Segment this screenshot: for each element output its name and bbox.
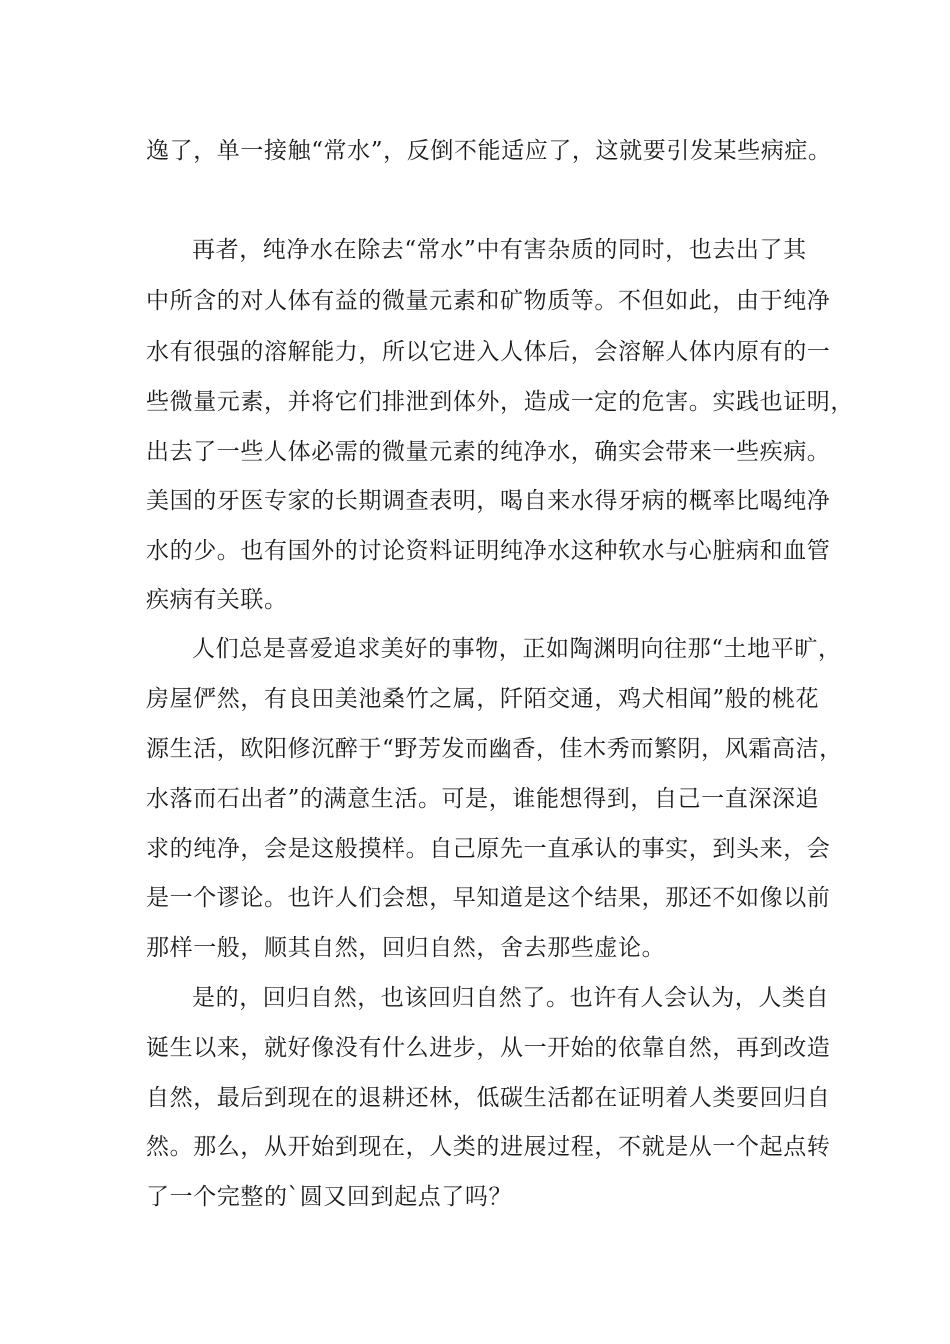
text-line: 水有很强的溶解能力，所以它进入人体后，会溶解人体内原有的一	[146, 339, 831, 365]
text-line: 疾病有关联。	[146, 587, 288, 613]
text-line: 出去了一些人体必需的微量元素的纯净水，确实会带来一些疾病。	[146, 439, 831, 465]
text-line: 美国的牙医专家的长期调查表明，喝自来水得牙病的概率比喝纯净	[146, 488, 831, 514]
text-line: 房屋俨然，有良田美池桑竹之属，阡陌交通，鸡犬相闻”般的桃花	[146, 686, 820, 712]
text-line: 中所含的对人体有益的微量元素和矿物质等。不但如此，由于纯净	[146, 288, 831, 314]
text-line: 是的，回归自然，也该回归自然了。也许有人会认为，人类自	[192, 985, 830, 1011]
text-line: 那样一般，顺其自然，回归自然，舍去那些虚论。	[146, 935, 666, 961]
text-line: 是一个谬论。也许人们会想，早知道是这个结果，那还不如像以前	[146, 885, 831, 911]
text-line: 再者，纯净水在除去“常水”中有害杂质的同时，也去出了其	[192, 237, 807, 263]
text-line: 人们总是喜爱追求美好的事物，正如陶渊明向往那“土地平旷，	[192, 636, 842, 662]
text-line: 自然，最后到现在的退耕还林，低碳生活都在证明着人类要回归自	[146, 1085, 831, 1111]
text-line: 水的少。也有国外的讨论资料证明纯净水这种软水与心脏病和血管	[146, 538, 831, 564]
text-line: 然。那么，从开始到现在，人类的进展过程，不就是从一个起点转	[146, 1134, 831, 1160]
text-line: 求的纯净，会是这般摸样。自己原先一直承认的事实，到头来，会	[146, 836, 831, 862]
text-line: 些微量元素，并将它们排泄到体外，造成一定的危害。实践也证明，	[146, 389, 854, 415]
text-line: 逸了，单一接触“常水”，反倒不能适应了，这就要引发某些病症。	[146, 138, 832, 164]
text-line: 诞生以来，就好像没有什么进步，从一开始的依靠自然，再到改造	[146, 1035, 831, 1061]
text-line: 源生活，欧阳修沉醉于“野芳发而幽香，佳木秀而繁阴，风霜高洁，	[146, 736, 843, 762]
text-line: 了一个完整的`圆又回到起点了吗？	[146, 1184, 513, 1210]
text-line: 水落而石出者”的满意生活。可是，谁能想得到，自己一直深深追	[146, 786, 820, 812]
